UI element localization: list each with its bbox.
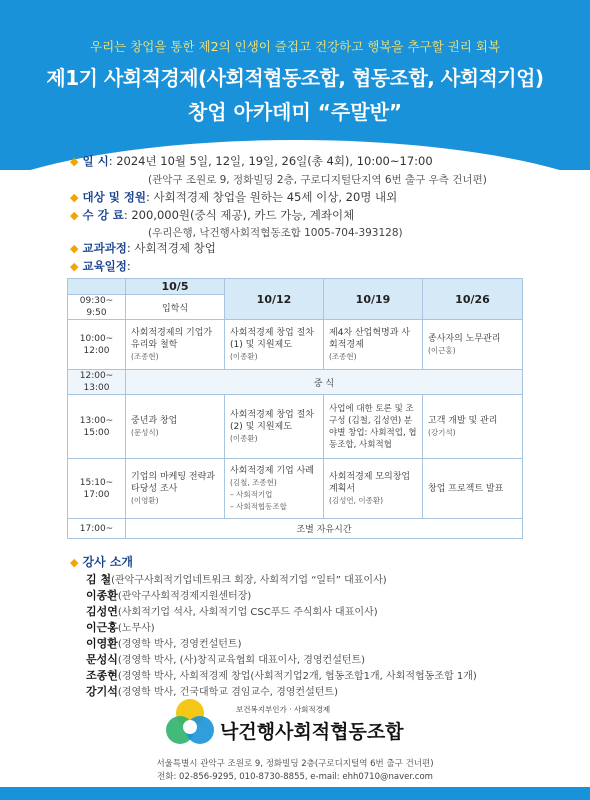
org-name: 낙건행사회적협동조합 xyxy=(220,721,404,743)
opening-ceremony: 입학식 xyxy=(126,295,225,320)
instructor-item: 문성식(경영학 박사, (사)창직교육협회 대표이사, 경영컨설턴트) xyxy=(86,653,366,666)
header-banner xyxy=(0,0,590,170)
diamond-icon: ◆ xyxy=(70,155,79,168)
instructor-item: 김 철(관악구사회적기업네트워크 회장, 사회적기업 “일터” 대표이사) xyxy=(86,573,387,586)
diamond-icon: ◆ xyxy=(70,556,79,569)
instructors-title: ◆ 강사 소개 xyxy=(70,555,134,569)
instructor-item: 이종환(관악구사회적경제지원센터장) xyxy=(86,589,252,602)
instructor-item: 이근홍(노무사) xyxy=(86,621,155,634)
time-cell: 12:00~ 13:00 xyxy=(68,370,126,395)
logo-subtitle: 보건복지부인가 · 사회적경제 xyxy=(236,705,331,714)
info-account: (우리은행, 낙건행사회적협동조합 1005-704-393128) xyxy=(148,227,403,239)
instructor-item: 이영환(경영학 박사, 경영컨설턴트) xyxy=(86,637,242,650)
diamond-icon: ◆ xyxy=(70,209,79,222)
info-fee: ◆ 수 강 료: 200,000원(중식 제공), 카드 가능, 계좌이체 xyxy=(70,208,355,222)
info-place: (관악구 조원로 9, 정화빌딩 2층, 구로디지털단지역 6번 출구 우측 건너편) xyxy=(148,174,487,186)
session-cell: 사회적경제 기업 사례 (김철, 조종현) – 사회적기업 – 사회적협동조합 xyxy=(225,459,324,519)
session-cell: 사회적경제의 기업가 유리와 철학 (조종현) xyxy=(126,320,225,370)
time-cell: 10:00~ 12:00 xyxy=(68,320,126,370)
time-cell: 09:30~ 9:50 xyxy=(68,295,126,320)
info-target: ◆ 대상 및 정원: 사회적경제 창업을 원하는 45세 이상, 20명 내외 xyxy=(70,190,398,204)
session-cell: 사업에 대한 토론 및 조구성 (김철, 김성연) 분야별 창업: 사회적업, 협동조합, 사회적협 xyxy=(324,395,423,459)
session-cell: 창업 프로젝트 발표 xyxy=(423,459,523,519)
info-date: ◆ 일 시: 2024년 10월 5일, 12일, 19일, 26일(총 4회), 10:00~17:00 xyxy=(70,154,433,168)
free-time-row: 조별 자유시간 xyxy=(126,519,523,539)
date-header-4: 10/26 xyxy=(423,279,523,320)
lunch-row: 중 식 xyxy=(126,370,523,395)
info-course: ◆ 교과과정: 사회적경제 창업 xyxy=(70,241,216,255)
schedule-table xyxy=(67,278,523,539)
bottom-bar xyxy=(0,787,590,800)
session-cell: 기업의 마케팅 전략과 타당성 조사 (이영환) xyxy=(126,459,225,519)
session-cell: 사회적경제 모의창업 계획서 (김성연, 이종환) xyxy=(324,459,423,519)
address: 서울특별시 관악구 조원로 9, 정화빌딩 2층(구로디지털역 6번 출구 건너편) xyxy=(156,759,434,769)
footer xyxy=(0,695,590,785)
org-logo-icon xyxy=(165,697,215,749)
slogan: 우리는 창업을 통한 제2의 인생이 즐겁고 건강하고 행복을 추구할 권리 회복 xyxy=(90,39,500,54)
diamond-icon: ◆ xyxy=(70,242,79,255)
title-line-1: 제1기 사회적경제(사회적협동조합, 협동조합, 사회적기업) xyxy=(46,66,544,90)
instructor-item: 조종현(경영학 박사, 사회적경제 창업(사회적기업2개, 협동조합1개, 사회적협동조합 1개) xyxy=(86,669,477,682)
session-cell: 사회적경제 창업 절차(1) 및 지원제도 (이종환) xyxy=(225,320,324,370)
session-cell: 사회적경제 창업 절차(2) 및 지원제도 (이종환) xyxy=(225,395,324,459)
session-cell: 고객 개발 및 관리 (강기석) xyxy=(423,395,523,459)
time-cell: 15:10~ 17:00 xyxy=(68,459,126,519)
date-header-3: 10/19 xyxy=(324,279,423,320)
instructor-item: 김성연(사회적기업 석사, 사회적기업 CSC푸드 주식회사 대표이사) xyxy=(86,605,378,618)
corner-cell xyxy=(68,279,126,295)
diamond-icon: ◆ xyxy=(70,260,79,273)
session-cell: 종사자의 노무관리 (이근홍) xyxy=(423,320,523,370)
time-cell: 17:00~ xyxy=(68,519,126,539)
date-header-1: 10/5 xyxy=(126,279,225,295)
diamond-icon: ◆ xyxy=(70,191,79,204)
info-schedule: ◆ 교육일정: xyxy=(70,259,131,273)
date-header-2: 10/12 xyxy=(225,279,324,320)
title-line-2: 창업 아카데미 “주말반” xyxy=(187,100,403,124)
session-cell: 중년과 창업 (문성식) xyxy=(126,395,225,459)
contact: 전화: 02-856-9295, 010-8730-8855, e-mail: ehh0710@naver.com xyxy=(157,772,433,782)
time-cell: 13:00~ 15:00 xyxy=(68,395,126,459)
instructor-item: 강기석(경영학 박사, 건국대학교 겸임교수, 경영컨설턴트) xyxy=(86,685,338,698)
session-cell: 제4차 산업혁명과 사회적경제 (조종현) xyxy=(324,320,423,370)
